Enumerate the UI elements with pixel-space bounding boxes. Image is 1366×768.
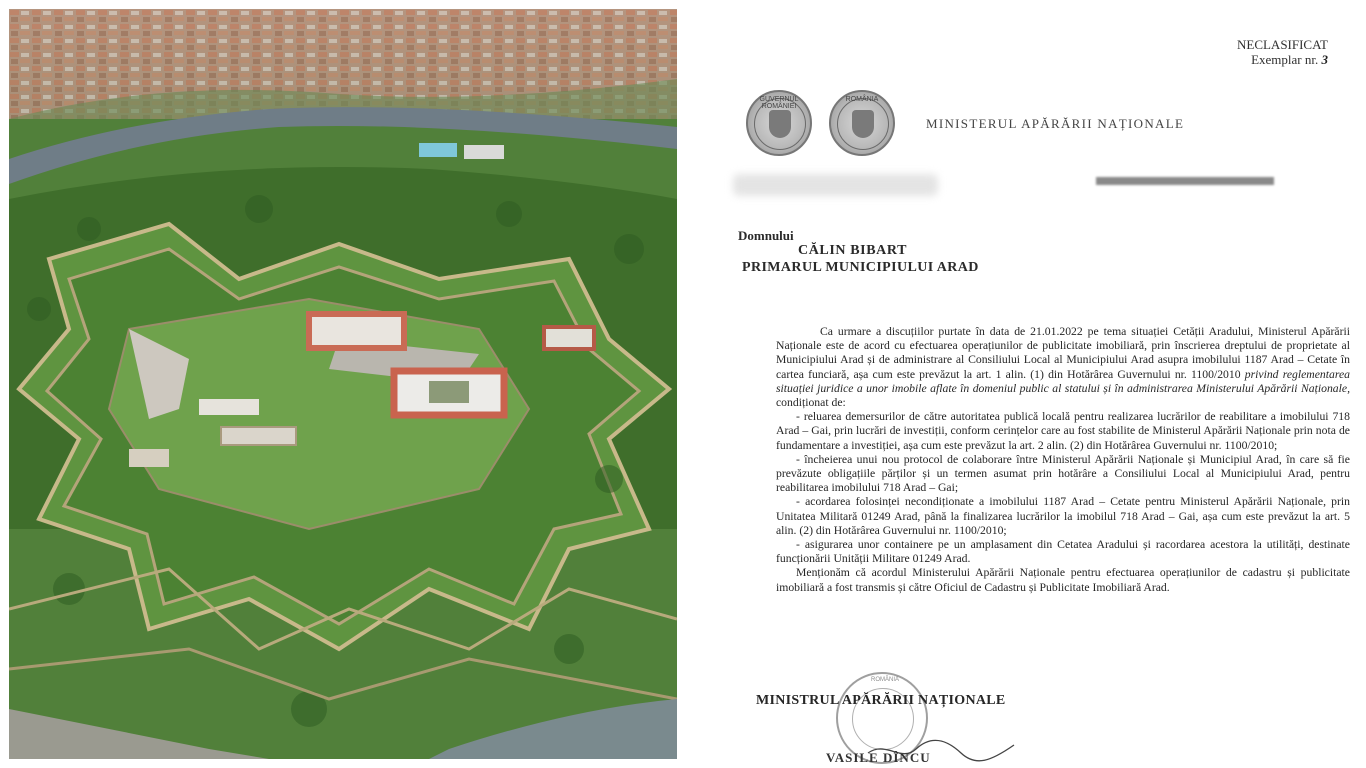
condition-item-3: - acordarea folosinței necondiționate a imobilului 1187 Arad – Cetate pentru Ministerul Apărării Naționale, prin Unitatea Militară 01249 Arad, până la finalizarea lucrărilor la imobilul 718 Arad – Gai, așa cum este prevăzut la art. 5 alin. (2) din Hotărârea Guvernului nr. 1100/2010; xyxy=(776,495,1350,537)
copy-number-line xyxy=(1237,52,1328,67)
government-seal xyxy=(746,90,812,156)
stamp-text: ROMÂNIA xyxy=(871,677,900,683)
intro-text: Ca urmare a discuțiilor purtate în data de 21.01.2022 pe tema situației Cetății Aradului, Ministerul Apărării Naționale este de acord cu efectuarea operațiunilor de publicitate imobiliară, prin înscrierea dreptului de proprietate al Municipiului Arad și de administrare al Consiliului Local al Municipiului Arad asupra imobilului 1187 Arad – Cetate în cartea funciară, așa cum este prevăzut la art. 1 alin. (1) din Hotărârea Guvernului nr. 1100/2010 xyxy=(776,325,1350,381)
recipient-title: PRIMARUL MUNICIPIULUI ARAD xyxy=(742,260,979,275)
coat-of-arms-icon xyxy=(852,110,874,138)
condition-item-4: - asigurarea unor containere pe un amplasament din Cetatea Aradului și racordarea acestora la utilități, destinate funcționării Unității Militare 01249 Arad. xyxy=(776,538,1350,566)
romania-seal xyxy=(829,90,895,156)
fortress-aerial-photo xyxy=(9,9,677,759)
signature-title: MINISTRUL APĂRĂRII NAȚIONALE xyxy=(756,693,1006,708)
salutation: Domnului xyxy=(738,228,794,243)
condition-item-2: - încheierea unui nou protocol de colaborare între Ministerul Apărării Naționale și Municipiul Arad, în care să fie prevăzute obligațiile părților și un termen asumat prin hotărâre a Consiliului Local al Municipiului Arad, pentru reabilitarea imobilului 718 Arad – Gai; xyxy=(776,452,1350,495)
paragraph-intro xyxy=(776,325,1350,410)
intro-text-end: condiționat de: xyxy=(776,396,846,410)
fortress-aerial-illustration xyxy=(9,9,677,759)
classification-label: NECLASIFICAT xyxy=(1236,37,1328,52)
official-letter xyxy=(686,0,1366,768)
coat-of-arms-icon xyxy=(769,110,791,138)
paragraph-final: Menționăm că acordul Ministerului Apărării Naționale pentru efectuarea operațiunilor de cadastru și publicitate imobiliară a fost transmis și către Oficiul de Cadastru și Publicitate Imobiliară Arad. xyxy=(776,566,1350,594)
copy-label: Exemplar nr. xyxy=(1251,52,1319,67)
seal-left-text: GUVERNUL ROMÂNIEI xyxy=(759,96,799,110)
intro-italic-text: privind reglementarea situației juridice a unor imobile aflate în domeniul public al statului și în administrarea Ministerului Apărării Naționale, xyxy=(776,367,1350,395)
ministry-header: MINISTERUL APĂRĂRII NAȚIONALE xyxy=(926,116,1185,131)
recipient-name: CĂLIN BIBART xyxy=(798,243,908,258)
signature-name: VASILE DÎNCU xyxy=(826,750,931,765)
redacted-area xyxy=(733,174,938,196)
letter-body xyxy=(776,325,1350,595)
seal-right-text: ROMÂNIA xyxy=(845,96,879,103)
classification-block xyxy=(1237,37,1328,67)
condition-item-1: - reluarea demersurilor de către autoritatea publică locală pentru realizarea lucrărilor de reabilitare a imobilului 718 Arad – Gai, prin lucrări de investiții, conform cerințelor care au fost stabilite de Ministerul Apărării Naționale prin nota de fundamentare a investiției, așa cum este prevăzut la art. 2 alin. (2) din Hotărârea Guvernului nr. 1100/2010; xyxy=(776,410,1350,452)
redacted-bar xyxy=(1096,177,1274,185)
copy-number: 3 xyxy=(1321,52,1328,67)
